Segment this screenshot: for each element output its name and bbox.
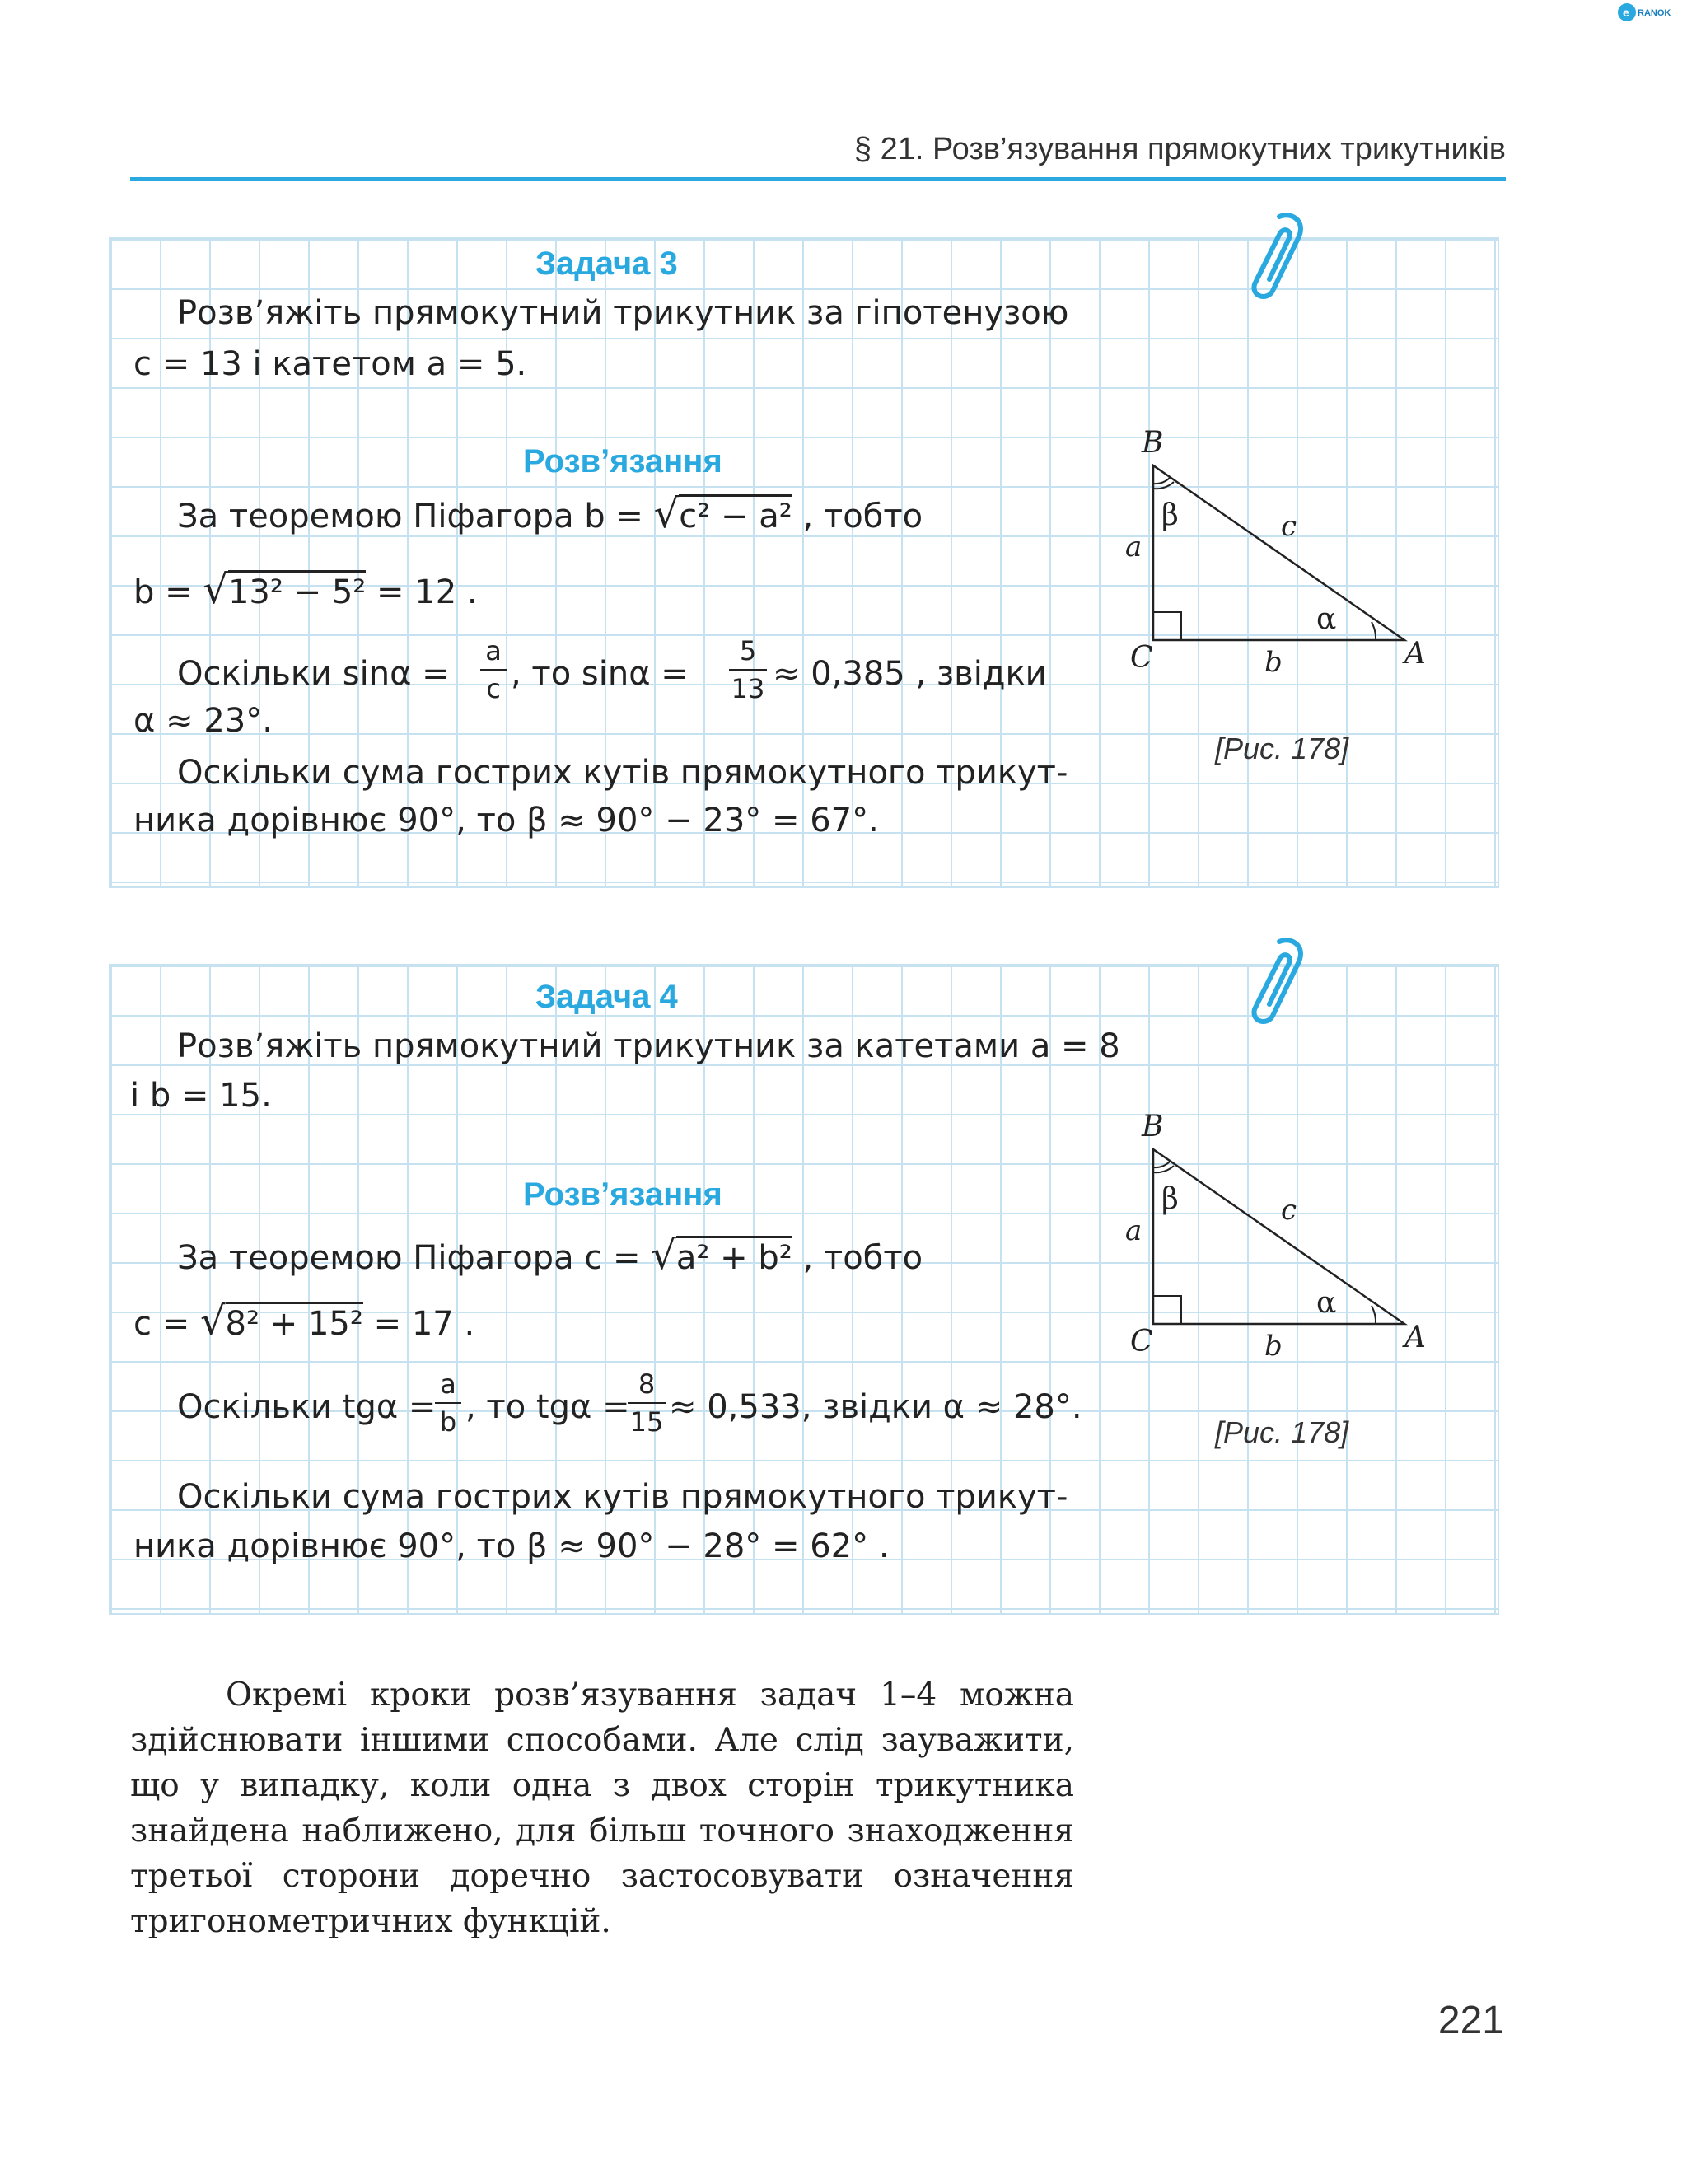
- fraction-numerator: a: [480, 638, 507, 671]
- task-4-statement-line-2: і b = 15.: [130, 1077, 272, 1115]
- task-4-fraction-8-over-15: [628, 1368, 666, 1438]
- task-3-pythagoras-line: [177, 491, 923, 537]
- fraction-denominator: 13: [731, 673, 765, 704]
- header-divider: [130, 177, 1506, 181]
- svg-text:e: e: [1623, 6, 1629, 19]
- pythagoras-suffix: , тобто: [792, 1239, 923, 1277]
- right-angle-mark: [1153, 1296, 1181, 1324]
- task-3-solution-heading: Розв’язання: [523, 443, 722, 479]
- task-3-fraction-5-over-13: [729, 635, 767, 704]
- task-4-heading: Задача 4: [535, 979, 678, 1015]
- task-3-alpha-result: α ≈ 23°.: [133, 702, 273, 740]
- angle-label-beta: β: [1161, 1182, 1179, 1216]
- side-label-c: c: [1281, 1194, 1297, 1227]
- pythagoras-prefix: За теоремою Піфагора b =: [177, 498, 654, 535]
- side-label-a: a: [1125, 531, 1143, 564]
- task-4-sum-line-1: Оскільки сума гострих кутів прямокутного трикут-: [177, 1478, 1068, 1516]
- page-number: 221: [1437, 1999, 1504, 2042]
- triangle-shape: [1153, 465, 1404, 640]
- calc-radicand: 13² − 5²: [228, 570, 366, 609]
- body-paragraph: Окремі кроки розв’язування задач 1–4 можна здійснювати іншими способами. Але слід зауважити, що у випадку, коли одна з двох сторін трикутника знайдена наближено, для більш точного знаходження третьої сторони доречно застосовувати означення тригонометричних функцій.: [130, 1677, 1074, 1940]
- task-4-since-suffix: ≈ 0,533, звідки α ≈ 28°.: [669, 1388, 1082, 1426]
- publisher-logo: [1616, 0, 1687, 25]
- side-label-c: c: [1281, 510, 1297, 543]
- pythagoras-suffix: , тобто: [792, 498, 923, 535]
- fraction-denominator: c: [486, 673, 501, 704]
- task-4-since-mid: , то tgα =: [465, 1388, 630, 1426]
- side-label-b: b: [1264, 1330, 1283, 1363]
- right-angle-mark: [1153, 612, 1181, 640]
- task-4-calc-line: [133, 1298, 475, 1345]
- vertex-label-c: C: [1130, 1325, 1153, 1359]
- vertex-label-b: B: [1142, 1110, 1164, 1143]
- task-3-statement-line-1: Розв’яжіть прямокутний трикутник за гіпотенузою: [177, 294, 1069, 332]
- section-header: § 21. Розв’язування прямокутних трикутників: [853, 132, 1506, 166]
- pythagoras-radicand: a² + b²: [676, 1236, 792, 1274]
- calc-radicand: 8² + 15²: [226, 1302, 363, 1340]
- side-label-a: a: [1125, 1214, 1143, 1247]
- task-3-since-prefix: Оскільки sinα =: [177, 655, 450, 693]
- sqrt-symbol: √: [651, 1232, 676, 1279]
- task-3-sum-line-2: ника дорівнює 90°, то β ≈ 90° − 23° = 67°.: [133, 802, 879, 839]
- sqrt-symbol: √: [203, 567, 228, 613]
- figure-2-caption: [Рис. 178]: [1215, 1415, 1349, 1449]
- task-4-statement-line-1: Розв’яжіть прямокутний трикутник за катетами a = 8: [177, 1027, 1120, 1065]
- task-4-since-prefix: Оскільки tgα =: [177, 1388, 437, 1426]
- pythagoras-prefix: За теоремою Піфагора c =: [177, 1239, 652, 1277]
- triangle-figure-1: [1112, 416, 1442, 688]
- task-3-calc-line: [133, 567, 478, 613]
- fraction-numerator: 8: [628, 1371, 666, 1404]
- calc-suffix: = 17 .: [362, 1305, 475, 1343]
- vertex-label-c: C: [1130, 641, 1153, 675]
- triangle-figure-2: [1112, 1100, 1442, 1372]
- sqrt-symbol: √: [653, 491, 680, 537]
- paperclip-icon: [1240, 210, 1314, 305]
- angle-label-alpha: α: [1316, 1286, 1337, 1320]
- task-3-since-suffix: ≈ 0,385 , звідки: [773, 655, 1047, 693]
- calc-prefix: b =: [133, 573, 203, 611]
- task-3-heading: Задача 3: [535, 246, 678, 282]
- angle-label-alpha: α: [1316, 602, 1337, 636]
- fraction-numerator: a: [435, 1371, 461, 1404]
- task-4-pythagoras-line: [177, 1232, 923, 1279]
- fraction-numerator: 5: [729, 638, 767, 671]
- logo-text: RANOK: [1638, 8, 1671, 18]
- vertex-label-b: B: [1142, 426, 1164, 460]
- task-4-fraction-a-over-b: [435, 1368, 461, 1438]
- vertex-label-a: A: [1404, 637, 1426, 671]
- paperclip-icon: [1240, 935, 1314, 1030]
- task-3-fraction-a-over-c: [480, 635, 507, 704]
- calc-suffix: = 12 .: [366, 573, 478, 611]
- task-3-since-mid: , то sinα =: [511, 655, 689, 693]
- calc-prefix: c =: [133, 1305, 200, 1343]
- side-label-b: b: [1264, 646, 1283, 679]
- task-3-sum-line-1: Оскільки сума гострих кутів прямокутного трикут-: [177, 754, 1068, 792]
- angle-label-beta: β: [1161, 498, 1179, 532]
- pythagoras-radicand: c² − a²: [679, 494, 792, 533]
- fraction-denominator: 15: [629, 1406, 664, 1438]
- fraction-denominator: b: [439, 1406, 457, 1438]
- task-4-solution-heading: Розв’язання: [523, 1176, 722, 1213]
- figure-1-caption: [Рис. 178]: [1215, 732, 1349, 765]
- task-4-sum-line-2: ника дорівнює 90°, то β ≈ 90° − 28° = 62° .: [133, 1527, 890, 1565]
- vertex-label-a: A: [1404, 1321, 1426, 1354]
- triangle-shape: [1153, 1149, 1404, 1324]
- task-3-statement-line-2: c = 13 і катетом a = 5.: [133, 345, 527, 383]
- sqrt-symbol: √: [199, 1298, 226, 1345]
